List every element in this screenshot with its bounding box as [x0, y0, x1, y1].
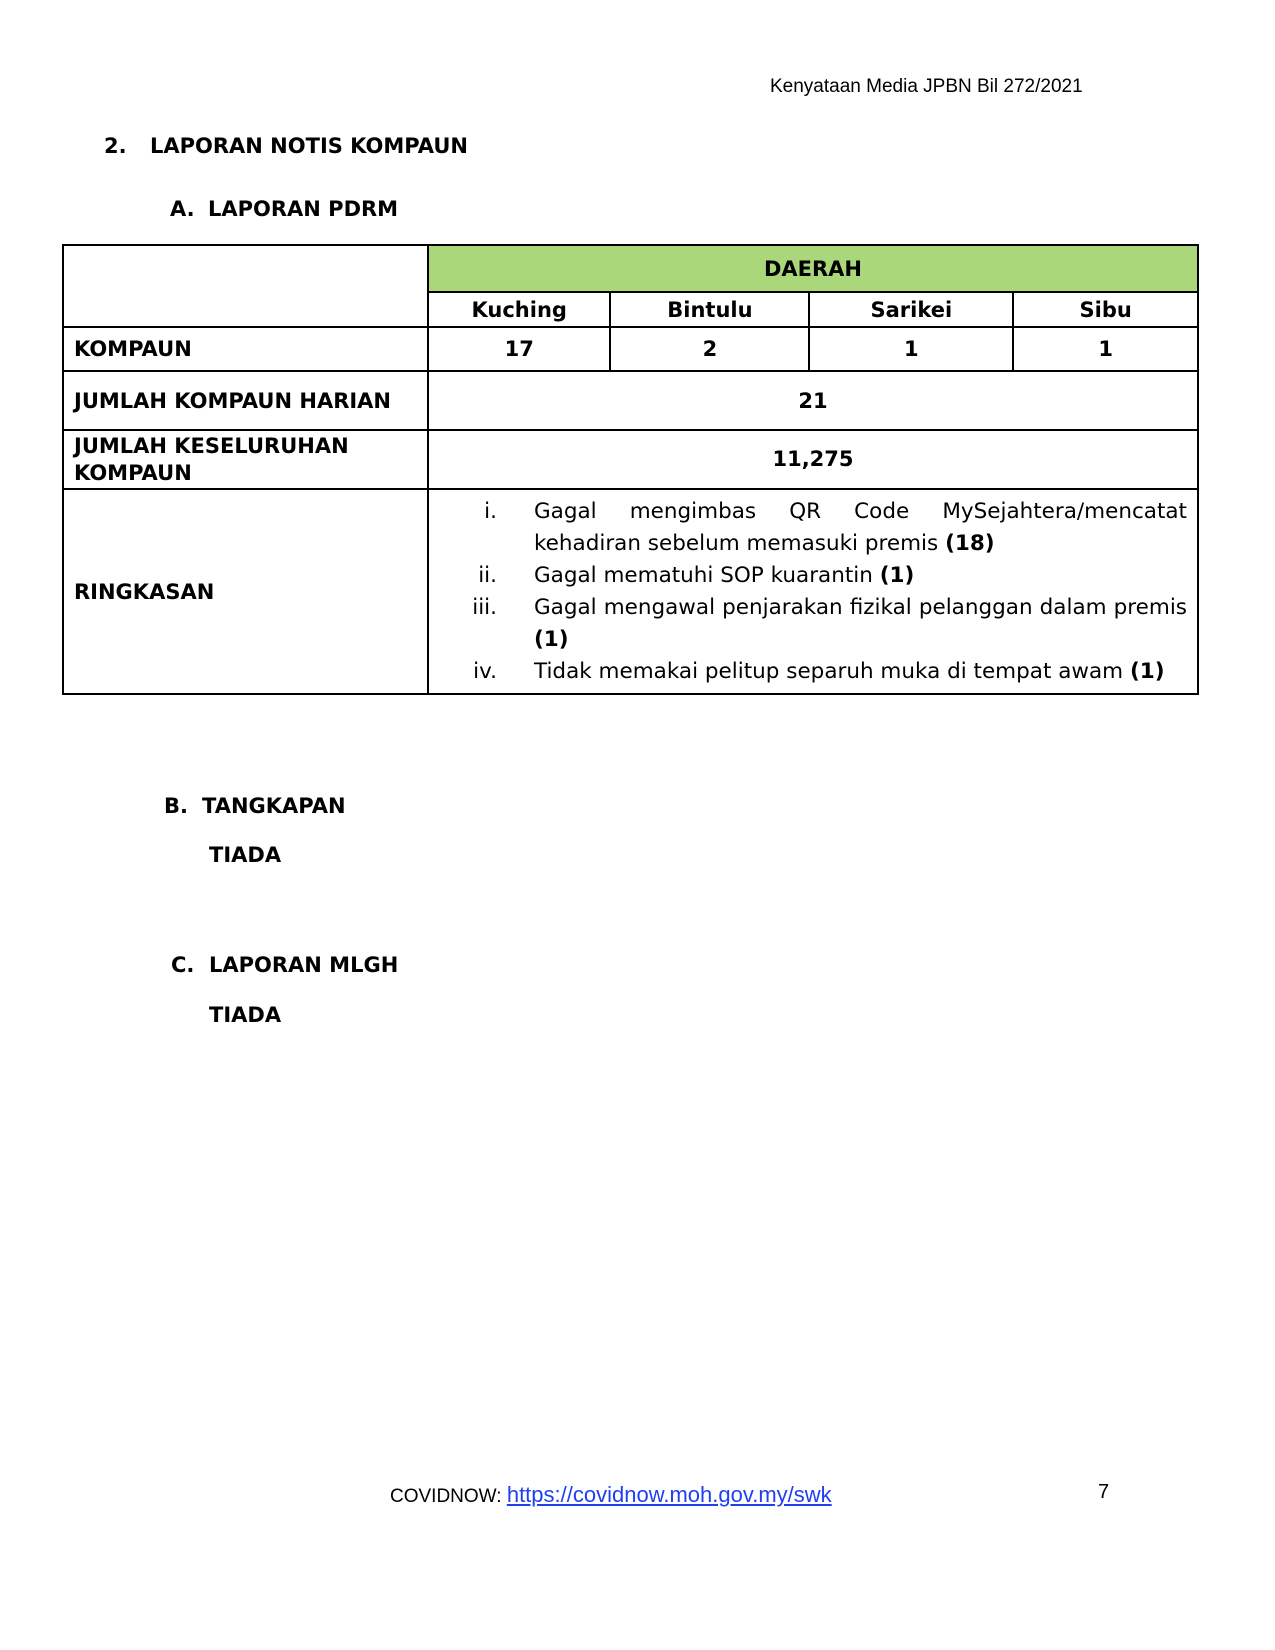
- table-row: [63, 430, 1198, 489]
- list-item-count: (1): [879, 562, 915, 588]
- list-item-numeral: iii.: [472, 594, 497, 620]
- kompaun-bintulu: 2: [610, 327, 809, 371]
- district-header-bintulu: Bintulu: [610, 292, 809, 327]
- jumlah-keseluruhan-label-line2: KOMPAUN: [74, 460, 192, 485]
- table-row: [63, 327, 1198, 371]
- jumlah-keseluruhan-value: 11,275: [428, 430, 1198, 489]
- jumlah-keseluruhan-label: [63, 430, 428, 489]
- list-item-count: (1): [533, 626, 569, 652]
- subsection-a-title: LAPORAN PDRM: [208, 197, 399, 221]
- footer: [390, 1482, 832, 1508]
- district-header-sibu: Sibu: [1013, 292, 1198, 327]
- subsection-b-title: TANGKAPAN: [202, 794, 346, 818]
- jumlah-harian-label: JUMLAH KOMPAUN HARIAN: [63, 371, 428, 430]
- kompaun-label: KOMPAUN: [63, 327, 428, 371]
- list-item-numeral: i.: [484, 498, 497, 524]
- document-reference: Kenyataan Media JPBN Bil 272/2021: [770, 76, 1083, 97]
- list-item-numeral: ii.: [478, 562, 497, 588]
- list-item: [449, 560, 1187, 592]
- list-item-text: Gagal mengawal penjarakan fizikal pelanggan dalam premis (1): [533, 594, 1187, 652]
- subsection-c-content: TIADA: [209, 1003, 282, 1027]
- kompaun-sarikei: 1: [809, 327, 1013, 371]
- section-heading: [104, 134, 468, 158]
- list-item-count: (1): [1129, 658, 1165, 684]
- subsection-a-heading: [170, 197, 398, 221]
- ringkasan-content: [428, 489, 1198, 694]
- subsection-c-title: LAPORAN MLGH: [209, 953, 399, 977]
- kompaun-sibu: 1: [1013, 327, 1198, 371]
- list-item: [449, 496, 1187, 560]
- subsection-a-letter: A.: [170, 197, 195, 221]
- district-header-kuching: Kuching: [428, 292, 610, 327]
- subsection-c-letter: C.: [171, 953, 195, 977]
- section-number: 2.: [104, 134, 127, 158]
- list-item-text: Gagal mematuhi SOP kuarantin (1): [533, 562, 915, 588]
- jumlah-keseluruhan-label-line1: JUMLAH KESELURUHAN: [74, 433, 349, 458]
- district-header-sarikei: Sarikei: [809, 292, 1013, 327]
- list-item-numeral: iv.: [473, 658, 497, 684]
- subsection-c-heading: [171, 953, 398, 977]
- jumlah-harian-value: 21: [428, 371, 1198, 430]
- page-number: 7: [1098, 1481, 1110, 1503]
- list-item-text: Tidak memakai pelitup separuh muka di tempat awam (1): [533, 658, 1165, 684]
- subsection-b-content: TIADA: [209, 843, 282, 867]
- list-item: [449, 656, 1187, 688]
- section-title: LAPORAN NOTIS KOMPAUN: [150, 134, 468, 158]
- daerah-header: DAERAH: [428, 245, 1198, 292]
- footer-label: COVIDNOW:: [390, 1486, 502, 1507]
- table-row: [63, 371, 1198, 430]
- kompaun-kuching: 17: [428, 327, 610, 371]
- kompaun-table: [62, 244, 1199, 695]
- subsection-b-heading: [164, 794, 346, 818]
- ringkasan-label: RINGKASAN: [63, 489, 428, 694]
- list-item-text: Gagal mengimbas QR Code MySejahtera/mencatat kehadiran sebelum memasuki premis (18): [533, 498, 1187, 556]
- list-item: [449, 592, 1187, 656]
- subsection-b-letter: B.: [164, 794, 188, 818]
- table-corner-cell: [63, 245, 428, 327]
- table-row: [63, 489, 1198, 694]
- ringkasan-list: [439, 496, 1187, 688]
- list-item-count: (18): [945, 530, 995, 556]
- covidnow-link[interactable]: https://covidnow.moh.gov.my/swk: [506, 1482, 832, 1507]
